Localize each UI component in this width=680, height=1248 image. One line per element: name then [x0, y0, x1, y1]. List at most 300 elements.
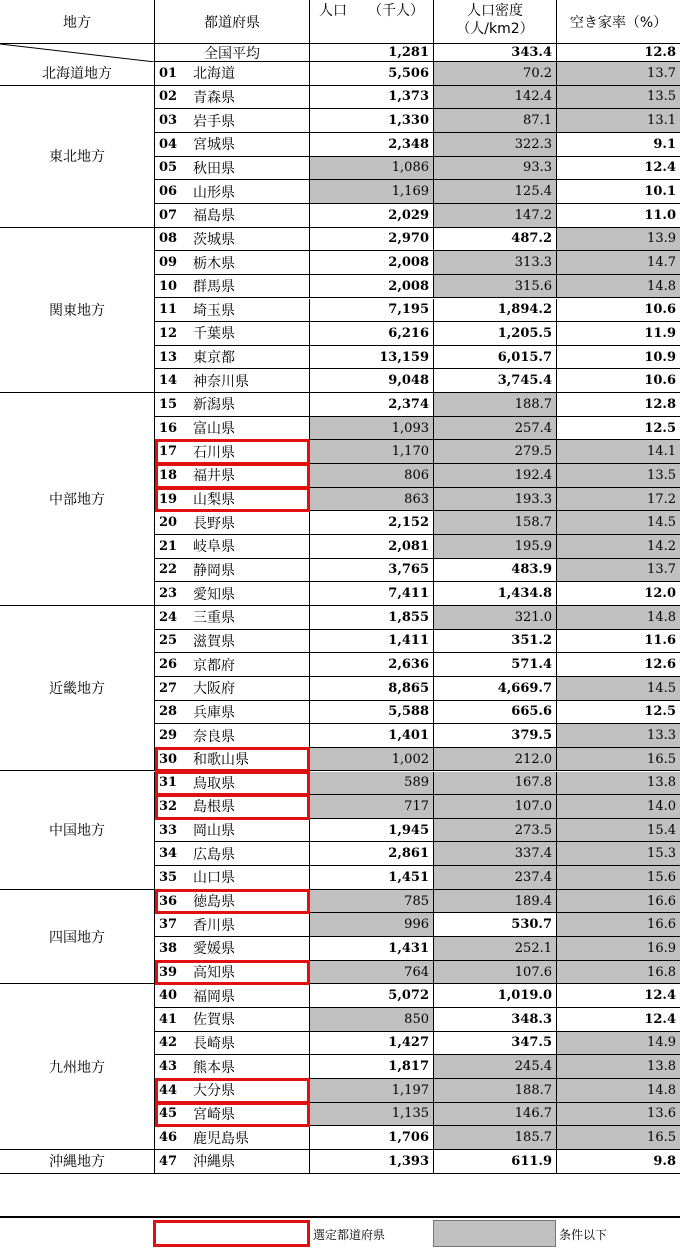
population-cell: 2,008 — [310, 275, 434, 299]
legend-selected-label: 選定都道府県 — [313, 1228, 386, 1242]
legend-below-label: 条件以下 — [559, 1228, 608, 1242]
vacancy-cell: 14.8 — [557, 275, 680, 299]
prefecture-code: 18 — [159, 467, 178, 483]
density-cell: 188.7 — [434, 393, 557, 417]
vacancy-cell: 9.1 — [557, 133, 680, 157]
region-header: 地方 — [0, 0, 155, 44]
prefecture-code: 04 — [159, 136, 178, 152]
vacancy-cell: 12.4 — [557, 984, 680, 1008]
vacancy-cell: 13.8 — [557, 772, 680, 796]
prefecture-code: 34 — [159, 846, 178, 862]
vacancy-header: 空き家率（%） — [557, 0, 680, 44]
national-average-row — [0, 44, 680, 62]
vacancy-cell: 14.5 — [557, 511, 680, 535]
prefecture-name: 新潟県 — [193, 397, 235, 414]
prefecture-code: 17 — [159, 444, 178, 460]
prefecture-cell — [155, 251, 310, 275]
density-cell: 1,205.5 — [434, 322, 557, 346]
prefecture-name: 宮城県 — [193, 137, 235, 154]
density-cell: 237.4 — [434, 866, 557, 890]
prefecture-name: 佐賀県 — [193, 1012, 235, 1029]
density-cell: 87.1 — [434, 109, 557, 133]
density-cell: 6,015.7 — [434, 346, 557, 370]
prefecture-name: 徳島県 — [193, 894, 235, 911]
population-cell: 1,427 — [310, 1032, 434, 1056]
density-cell: 530.7 — [434, 913, 557, 937]
prefecture-cell — [155, 653, 310, 677]
prefecture-cell — [155, 204, 310, 228]
density-cell: 487.2 — [434, 228, 557, 252]
prefecture-cell — [155, 86, 310, 110]
prefecture-cell — [155, 630, 310, 654]
prefecture-code: 02 — [159, 89, 178, 105]
prefecture-code: 44 — [159, 1082, 178, 1098]
vacancy-cell: 14.8 — [557, 1079, 680, 1103]
vacancy-cell: 13.7 — [557, 559, 680, 583]
prefecture-cell — [155, 228, 310, 252]
density-cell: 347.5 — [434, 1032, 557, 1056]
prefecture-cell — [155, 109, 310, 133]
population-cell: 2,636 — [310, 653, 434, 677]
prefecture-code: 46 — [159, 1130, 178, 1146]
prefecture-code: 21 — [159, 538, 178, 554]
prefecture-name: 茨城県 — [193, 231, 235, 248]
prefecture-name: 秋田県 — [193, 160, 235, 177]
national-density: 343.4 — [434, 44, 557, 62]
density-cell: 4,669.7 — [434, 677, 557, 701]
prefecture-cell — [155, 62, 310, 86]
prefecture-header: 都道府県 — [155, 0, 310, 44]
prefecture-cell — [155, 1008, 310, 1032]
vacancy-cell: 16.6 — [557, 913, 680, 937]
population-cell: 9,048 — [310, 369, 434, 393]
prefecture-name: 大阪府 — [193, 681, 235, 698]
prefecture-name: 愛知県 — [193, 586, 235, 603]
prefecture-cell — [155, 795, 310, 819]
prefecture-code: 15 — [159, 396, 178, 412]
population-cell: 1,817 — [310, 1055, 434, 1079]
density-cell: 142.4 — [434, 86, 557, 110]
population-cell: 2,861 — [310, 842, 434, 866]
prefecture-cell — [155, 133, 310, 157]
prefecture-name: 熊本県 — [193, 1059, 235, 1076]
prefecture-cell — [155, 984, 310, 1008]
prefecture-cell — [155, 535, 310, 559]
prefecture-code: 07 — [159, 207, 178, 223]
prefecture-name: 沖縄県 — [193, 1154, 235, 1171]
density-cell: 571.4 — [434, 653, 557, 677]
prefecture-name: 鹿児島県 — [193, 1130, 249, 1147]
prefecture-cell — [155, 1079, 310, 1103]
prefecture-cell — [155, 393, 310, 417]
prefecture-cell — [155, 819, 310, 843]
vacancy-cell: 15.4 — [557, 819, 680, 843]
table-bottom-rule — [0, 1216, 680, 1218]
vacancy-cell: 13.5 — [557, 86, 680, 110]
population-cell: 2,008 — [310, 251, 434, 275]
population-cell: 1,169 — [310, 180, 434, 204]
prefecture-name: 三重県 — [193, 610, 235, 627]
prefecture-code: 01 — [159, 65, 178, 81]
population-cell: 7,411 — [310, 582, 434, 606]
vacancy-cell: 12.5 — [557, 417, 680, 441]
prefecture-code: 32 — [159, 798, 178, 814]
population-cell: 1,002 — [310, 748, 434, 772]
vacancy-cell: 13.1 — [557, 109, 680, 133]
legend-below-swatch — [433, 1220, 556, 1247]
region-cell: 中部地方 — [0, 393, 155, 606]
table-header — [0, 0, 680, 44]
density-cell: 1,434.8 — [434, 582, 557, 606]
prefecture-name: 鳥取県 — [193, 775, 235, 792]
density-cell: 146.7 — [434, 1103, 557, 1127]
prefecture-cell — [155, 606, 310, 630]
prefecture-cell — [155, 275, 310, 299]
prefecture-cell — [155, 1126, 310, 1150]
vacancy-cell: 10.6 — [557, 299, 680, 323]
prefecture-cell — [155, 1150, 310, 1174]
prefecture-cell — [155, 866, 310, 890]
prefecture-cell — [155, 748, 310, 772]
prefecture-code: 11 — [159, 302, 178, 318]
prefecture-code: 10 — [159, 278, 178, 294]
density-cell: 70.2 — [434, 62, 557, 86]
prefecture-code: 42 — [159, 1035, 178, 1051]
vacancy-cell: 15.6 — [557, 866, 680, 890]
population-cell: 2,348 — [310, 133, 434, 157]
population-cell: 1,373 — [310, 86, 434, 110]
region-cell: 沖縄地方 — [0, 1150, 155, 1174]
density-cell: 322.3 — [434, 133, 557, 157]
vacancy-cell: 10.9 — [557, 346, 680, 370]
density-cell: 125.4 — [434, 180, 557, 204]
prefecture-cell — [155, 1055, 310, 1079]
vacancy-cell: 9.8 — [557, 1150, 680, 1174]
region-cell: 近畿地方 — [0, 606, 155, 772]
prefecture-code: 40 — [159, 988, 178, 1004]
prefecture-code: 13 — [159, 349, 178, 365]
population-cell: 1,451 — [310, 866, 434, 890]
prefecture-name: 栃木県 — [193, 255, 235, 272]
population-cell: 1,197 — [310, 1079, 434, 1103]
prefecture-code: 14 — [159, 373, 178, 389]
vacancy-cell: 14.8 — [557, 606, 680, 630]
prefecture-name: 兵庫県 — [193, 704, 235, 721]
prefecture-name: 大分県 — [193, 1083, 235, 1100]
prefecture-name: 岩手県 — [193, 113, 235, 130]
population-cell: 1,411 — [310, 630, 434, 654]
prefecture-name: 福島県 — [193, 208, 235, 225]
density-cell: 189.4 — [434, 890, 557, 914]
population-cell: 1,086 — [310, 157, 434, 181]
vacancy-cell: 12.4 — [557, 157, 680, 181]
vacancy-cell: 16.8 — [557, 961, 680, 985]
density-cell: 348.3 — [434, 1008, 557, 1032]
prefecture-name: 岐阜県 — [193, 539, 235, 556]
prefecture-code: 43 — [159, 1059, 178, 1075]
region-cell: 四国地方 — [0, 890, 155, 985]
population-cell: 1,170 — [310, 440, 434, 464]
density-cell: 611.9 — [434, 1150, 557, 1174]
vacancy-cell: 13.3 — [557, 724, 680, 748]
prefecture-code: 19 — [159, 491, 178, 507]
prefecture-code: 24 — [159, 609, 178, 625]
population-cell: 764 — [310, 961, 434, 985]
density-cell: 321.0 — [434, 606, 557, 630]
density-cell: 379.5 — [434, 724, 557, 748]
prefecture-code: 08 — [159, 231, 178, 247]
prefecture-code: 45 — [159, 1106, 178, 1122]
density-cell: 158.7 — [434, 511, 557, 535]
population-cell: 1,330 — [310, 109, 434, 133]
vacancy-cell: 17.2 — [557, 488, 680, 512]
prefecture-name: 滋賀県 — [193, 633, 235, 650]
diagonal-cell — [0, 44, 155, 62]
prefecture-name: 岡山県 — [193, 823, 235, 840]
density-cell: 93.3 — [434, 157, 557, 181]
population-cell: 1,855 — [310, 606, 434, 630]
region-cell: 関東地方 — [0, 228, 155, 394]
vacancy-cell: 12.0 — [557, 582, 680, 606]
vacancy-cell: 12.5 — [557, 701, 680, 725]
density-cell: 212.0 — [434, 748, 557, 772]
prefecture-name: 宮崎県 — [193, 1106, 235, 1123]
national-label-cell: 全国平均 — [155, 44, 310, 62]
prefecture-name: 香川県 — [193, 917, 235, 934]
vacancy-cell: 14.5 — [557, 677, 680, 701]
prefecture-name: 静岡県 — [193, 562, 235, 579]
density-cell: 351.2 — [434, 630, 557, 654]
diagonal-line — [0, 44, 155, 62]
prefecture-name: 埼玉県 — [193, 302, 235, 319]
vacancy-cell: 16.9 — [557, 937, 680, 961]
prefecture-code: 03 — [159, 113, 178, 129]
population-cell: 1,135 — [310, 1103, 434, 1127]
density-cell: 315.6 — [434, 275, 557, 299]
density-cell: 313.3 — [434, 251, 557, 275]
population-cell: 2,029 — [310, 204, 434, 228]
vacancy-cell: 16.5 — [557, 1126, 680, 1150]
prefecture-code: 31 — [159, 775, 178, 791]
density-cell: 483.9 — [434, 559, 557, 583]
vacancy-cell: 14.9 — [557, 1032, 680, 1056]
vacancy-cell: 12.8 — [557, 393, 680, 417]
density-cell: 252.1 — [434, 937, 557, 961]
prefecture-cell — [155, 842, 310, 866]
prefecture-code: 29 — [159, 728, 178, 743]
prefecture-cell — [155, 701, 310, 725]
prefecture-name: 石川県 — [193, 444, 235, 461]
prefecture-name: 長野県 — [193, 515, 235, 532]
national-vacancy: 12.8 — [557, 44, 680, 62]
prefecture-name: 山口県 — [193, 870, 235, 887]
prefecture-cell — [155, 511, 310, 535]
prefecture-code: 35 — [159, 869, 178, 885]
vacancy-cell: 16.5 — [557, 748, 680, 772]
density-header: 人口密度 （人/km2） — [434, 0, 557, 44]
population-cell: 5,072 — [310, 984, 434, 1008]
population-cell: 5,588 — [310, 701, 434, 725]
vacancy-cell: 10.6 — [557, 369, 680, 393]
population-cell: 589 — [310, 772, 434, 796]
prefecture-cell — [155, 157, 310, 181]
prefecture-code: 26 — [159, 657, 178, 673]
prefecture-cell — [155, 417, 310, 441]
prefecture-code: 33 — [159, 822, 178, 838]
prefecture-name: 山梨県 — [193, 492, 235, 508]
legend-selected-swatch — [153, 1220, 310, 1247]
prefecture-name: 長崎県 — [193, 1035, 235, 1052]
population-cell: 3,765 — [310, 559, 434, 583]
prefecture-cell — [155, 913, 310, 937]
vacancy-cell: 13.7 — [557, 62, 680, 86]
prefecture-name: 愛媛県 — [193, 941, 235, 958]
prefecture-name: 富山県 — [193, 421, 235, 438]
prefecture-name: 青森県 — [193, 89, 235, 106]
population-cell: 2,081 — [310, 535, 434, 559]
vacancy-cell: 14.2 — [557, 535, 680, 559]
density-cell: 147.2 — [434, 204, 557, 228]
prefecture-cell — [155, 488, 310, 512]
population-cell: 1,431 — [310, 937, 434, 961]
population-cell: 1,706 — [310, 1126, 434, 1150]
density-cell: 1,019.0 — [434, 984, 557, 1008]
vacancy-cell: 11.6 — [557, 630, 680, 654]
vacancy-cell: 11.9 — [557, 322, 680, 346]
population-cell: 13,159 — [310, 346, 434, 370]
population-cell: 996 — [310, 913, 434, 937]
region-cell: 東北地方 — [0, 86, 155, 228]
prefecture-code: 38 — [159, 940, 178, 956]
prefecture-cell — [155, 440, 310, 464]
prefecture-code: 06 — [159, 184, 178, 200]
prefecture-name: 和歌山県 — [193, 752, 249, 769]
density-cell: 337.4 — [434, 842, 557, 866]
vacancy-cell: 16.6 — [557, 890, 680, 914]
density-cell: 193.3 — [434, 488, 557, 512]
prefecture-code: 27 — [159, 680, 178, 696]
national-population: 1,281 — [310, 44, 434, 62]
density-cell: 185.7 — [434, 1126, 557, 1150]
density-cell: 192.4 — [434, 464, 557, 488]
prefecture-code: 05 — [159, 160, 178, 176]
population-cell: 863 — [310, 488, 434, 512]
population-cell: 1,401 — [310, 724, 434, 748]
prefecture-cell — [155, 1032, 310, 1056]
vacancy-cell: 12.6 — [557, 653, 680, 677]
population-cell: 8,865 — [310, 677, 434, 701]
prefecture-name: 福井県 — [193, 468, 235, 485]
population-cell: 2,374 — [310, 393, 434, 417]
density-cell: 107.6 — [434, 961, 557, 985]
region-cell: 九州地方 — [0, 984, 155, 1150]
population-cell: 1,393 — [310, 1150, 434, 1174]
population-cell: 717 — [310, 795, 434, 819]
prefecture-cell — [155, 1103, 310, 1127]
population-cell: 806 — [310, 464, 434, 488]
prefecture-cell — [155, 299, 310, 323]
prefecture-code: 12 — [159, 325, 178, 341]
population-cell: 1,945 — [310, 819, 434, 843]
prefecture-code: 22 — [159, 562, 178, 578]
prefecture-code: 16 — [159, 420, 178, 436]
prefecture-name: 北海道 — [193, 66, 235, 83]
vacancy-cell: 15.3 — [557, 842, 680, 866]
population-cell: 2,152 — [310, 511, 434, 535]
vacancy-cell: 12.4 — [557, 1008, 680, 1032]
prefecture-cell — [155, 937, 310, 961]
prefecture-cell — [155, 724, 310, 748]
prefecture-name: 神奈川県 — [193, 373, 249, 390]
prefecture-cell — [155, 582, 310, 606]
population-header: 人口 （千人） — [310, 0, 434, 44]
density-cell: 3,745.4 — [434, 369, 557, 393]
prefecture-cell — [155, 180, 310, 204]
vacancy-cell: 13.9 — [557, 228, 680, 252]
prefecture-name: 千葉県 — [193, 326, 235, 343]
prefecture-code: 20 — [159, 515, 178, 531]
prefecture-cell — [155, 464, 310, 488]
prefecture-cell — [155, 890, 310, 914]
prefecture-name: 山形県 — [193, 184, 235, 201]
density-cell: 167.8 — [434, 772, 557, 796]
prefecture-name: 島根県 — [193, 799, 235, 816]
prefecture-code: 28 — [159, 704, 178, 720]
prefecture-code: 09 — [159, 255, 178, 270]
density-cell: 195.9 — [434, 535, 557, 559]
density-cell: 279.5 — [434, 440, 557, 464]
prefecture-cell — [155, 677, 310, 701]
population-cell: 6,216 — [310, 322, 434, 346]
prefecture-cell — [155, 369, 310, 393]
vacancy-cell: 14.0 — [557, 795, 680, 819]
prefecture-cell — [155, 559, 310, 583]
population-cell: 5,506 — [310, 62, 434, 86]
prefecture-code: 23 — [159, 586, 178, 602]
vacancy-cell: 10.1 — [557, 180, 680, 204]
vacancy-cell: 11.0 — [557, 204, 680, 228]
density-cell: 245.4 — [434, 1055, 557, 1079]
region-cell: 北海道地方 — [0, 62, 155, 86]
density-cell: 273.5 — [434, 819, 557, 843]
density-cell: 1,894.2 — [434, 299, 557, 323]
prefecture-code: 41 — [159, 1011, 178, 1027]
prefecture-cell — [155, 346, 310, 370]
prefecture-name: 福岡県 — [193, 988, 235, 1005]
prefecture-cell — [155, 772, 310, 796]
vacancy-cell: 13.6 — [557, 1103, 680, 1127]
prefecture-code: 36 — [159, 893, 178, 909]
region-cell: 中国地方 — [0, 772, 155, 890]
prefecture-code: 25 — [159, 633, 178, 649]
density-cell: 107.0 — [434, 795, 557, 819]
population-cell: 785 — [310, 890, 434, 914]
prefecture-name: 東京都 — [193, 350, 235, 367]
prefecture-name: 奈良県 — [193, 728, 235, 745]
prefecture-code: 30 — [159, 751, 178, 767]
vacancy-cell: 14.1 — [557, 440, 680, 464]
prefecture-cell — [155, 961, 310, 985]
prefecture-name: 群馬県 — [193, 279, 235, 296]
vacancy-cell: 13.5 — [557, 464, 680, 488]
population-cell: 1,093 — [310, 417, 434, 441]
prefecture-cell — [155, 322, 310, 346]
population-cell: 2,970 — [310, 228, 434, 252]
density-cell: 257.4 — [434, 417, 557, 441]
prefecture-name: 京都府 — [193, 657, 235, 674]
density-cell: 665.6 — [434, 701, 557, 725]
prefecture-name: 広島県 — [193, 846, 235, 863]
